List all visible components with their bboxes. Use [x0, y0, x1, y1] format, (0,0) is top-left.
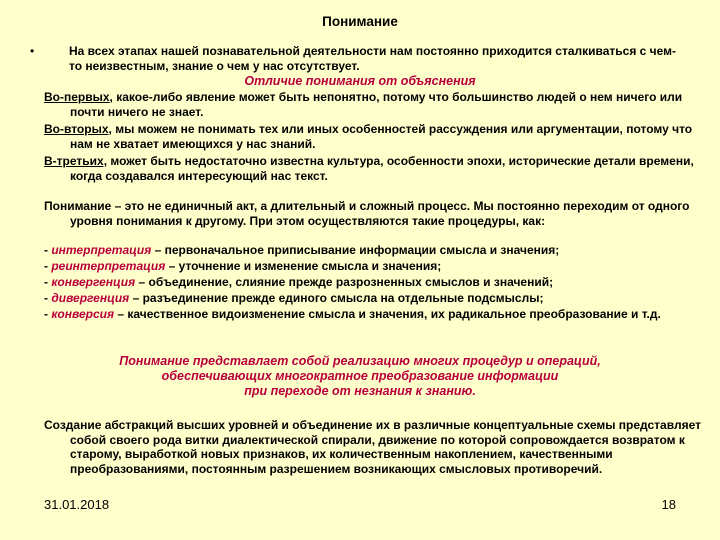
reason-first-text: , какое-либо явление может быть непонятно, потому что большинство людей о нем ничего или почти ничего не знает. [70, 90, 683, 119]
reason-second-lead: Во-вторых, [44, 122, 112, 136]
procedure-sep: – [165, 259, 179, 273]
highlight-line-3: при переходе от незнания к знанию. [244, 384, 476, 398]
procedure-item [44, 259, 710, 274]
highlight-line-1: Понимание представлает собой реализацию многих процедур и операций, [119, 354, 601, 368]
procedure-dash: - [44, 243, 52, 257]
procedure-item [44, 243, 710, 258]
reason-third-lead: В-третьих, [44, 154, 108, 168]
procedure-desc: объединение, слияние прежде разрозненных смыслов и значений; [148, 275, 554, 289]
slide-title: Понимание [322, 14, 398, 29]
highlight-line-2: обеспечивающих многократное преобразование информации [161, 369, 559, 383]
procedure-desc: качественное видоизменение смысла и значения, их радикальное преобразование и т.д. [127, 307, 661, 321]
procedure-item [44, 307, 710, 322]
procedure-sep: – [129, 291, 143, 305]
closing-paragraph: Создание абстракций высших уровней и объединение их в различные концептуальные схемы представляет собой своего рода витки диалектической спирали, движение по которой сопровождается возвратом к старому, выработкой новых признаков, их количественным накоплением, качественными преобразованиями, постоянным разрешением возникающих смысловых противоречий. [44, 418, 701, 476]
procedure-dash: - [44, 307, 52, 321]
procedure-sep: – [151, 243, 165, 257]
understanding-intro: Понимание – это не единичный акт, а длительный и сложный процесс. Мы постоянно переходим от одного уровня понимания к другому. При этом осуществляются такие процедуры, как: [44, 199, 690, 228]
reason-first-lead: Во-первых [44, 90, 110, 104]
procedure-desc: уточнение и изменение смысла и значения; [178, 259, 442, 273]
procedure-dash: - [44, 259, 52, 273]
procedure-dash: - [44, 291, 52, 305]
procedure-sep: – [135, 275, 149, 289]
procedure-item [44, 275, 710, 290]
reason-second-text: мы можем не понимать тех или иных особенностей рассуждения или аргументации, потому что нам не хватает имеющихся у нас знаний. [70, 122, 693, 151]
bullet-marker: • [30, 44, 35, 58]
procedure-term: интерпретация [51, 243, 152, 257]
procedure-desc: разъединение прежде единого смысла на отдельные подсмыслы; [142, 291, 544, 305]
intro-bullet-text: На всех этапах нашей познавательной деятельности нам постоянно приходится сталкиваться с чем-то неизвестным, знание о чем у нас отсутствует. [69, 44, 677, 73]
subheading: Отличие понимания от объяснения [244, 74, 476, 88]
reason-third-text: может быть недостаточно известна культура, особенности эпохи, исторические детали времени, когда создавался интересующий нас текст. [70, 154, 694, 183]
reason-first [44, 90, 710, 119]
procedure-desc: первоначальное приписывание информации смысла и значения; [164, 243, 560, 257]
procedure-term: конверсия [51, 307, 115, 321]
procedure-dash: - [44, 275, 52, 289]
reason-second [44, 122, 710, 151]
procedure-term: дивергенция [51, 291, 130, 305]
procedure-item [44, 291, 710, 306]
page-number: 18 [661, 497, 676, 512]
procedure-term: реинтерпретация [51, 259, 166, 273]
procedure-sep: – [114, 307, 128, 321]
procedure-term: конвергенция [51, 275, 136, 289]
footer-date: 31.01.2018 [44, 497, 110, 512]
reason-third [44, 154, 710, 183]
